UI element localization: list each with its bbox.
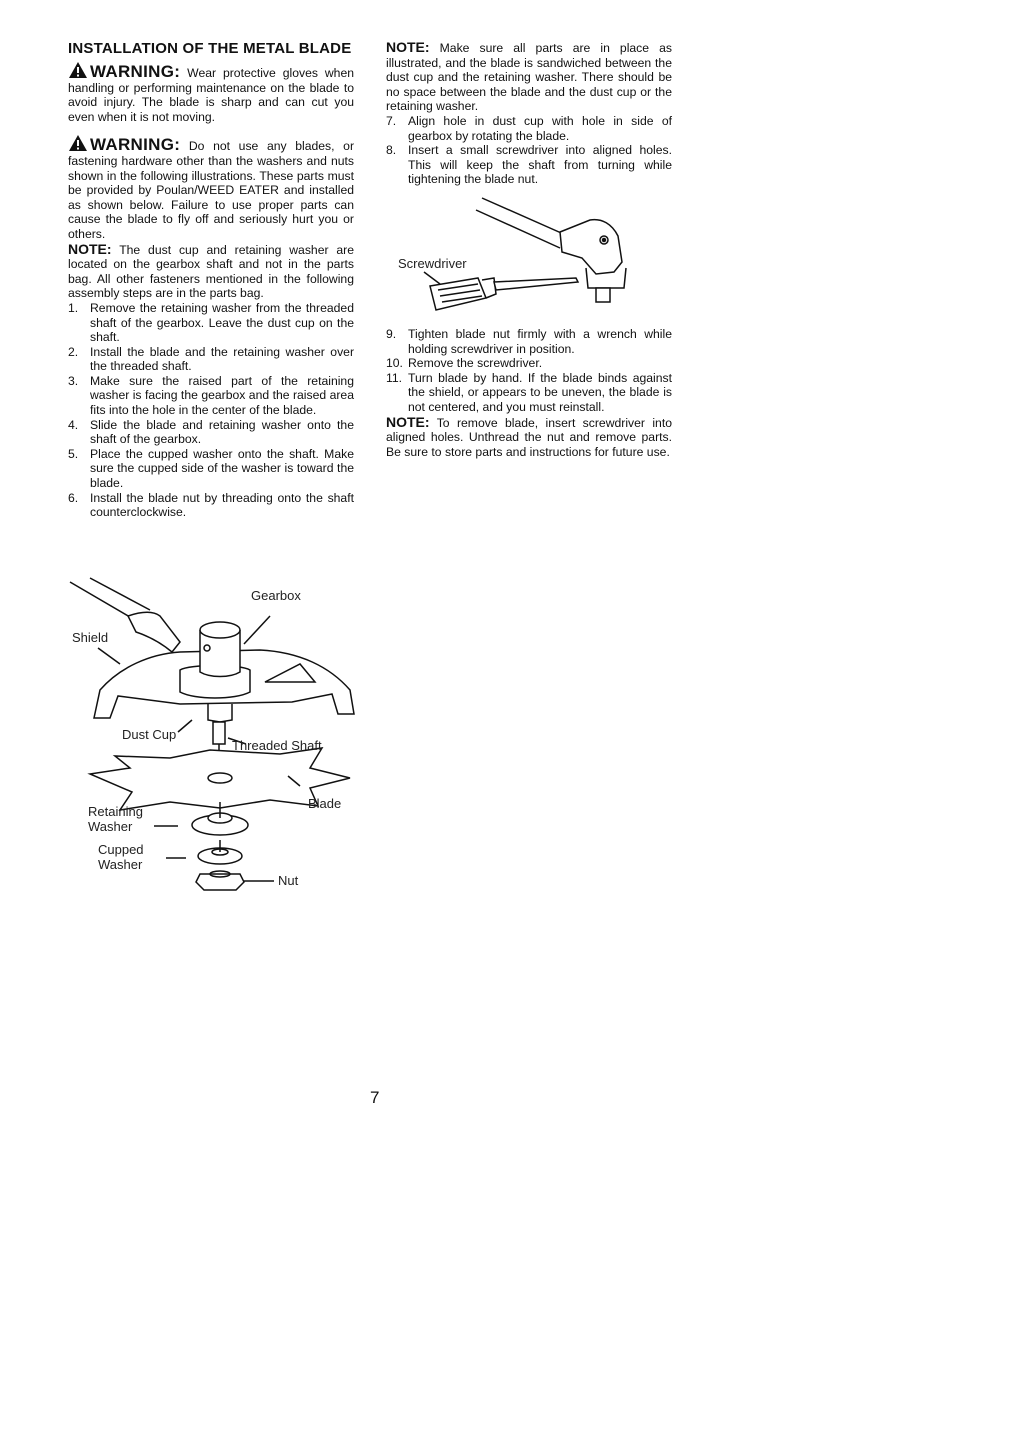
step-number: 5. xyxy=(68,446,79,461)
step-text: Tighten blade nut firmly with a wrench while holding screwdriver in position. xyxy=(408,326,672,356)
step-text: Remove the screwdriver. xyxy=(408,356,543,371)
step-number: 6. xyxy=(68,490,79,505)
note-text: Make sure all parts are in place as illustrated, and the blade is sandwiched between the dust cup and the retaining washer. There should be no space between the blade and the dust cup or the retaining washer. xyxy=(386,41,672,114)
list-item xyxy=(68,301,354,345)
note-text: To remove blade, insert screwdriver into aligned holes. Unthread the nut and remove parts. Be sure to store parts and instructions for future use. xyxy=(386,415,672,459)
gearbox-label: Gearbox xyxy=(251,588,301,603)
step-number: 2. xyxy=(68,344,79,359)
step-text: Insert a small screwdriver into aligned holes. This will keep the shaft from turning while tightening the blade nut. xyxy=(408,143,672,187)
steps-list-9-11 xyxy=(386,327,672,415)
note-label: NOTE: xyxy=(386,413,430,430)
note-remove-blade xyxy=(386,415,672,460)
list-item xyxy=(68,447,354,491)
threaded-shaft-label: Threaded Shaft xyxy=(232,738,322,753)
list-item xyxy=(386,114,672,143)
section-heading: INSTALLATION OF THE METAL BLADE xyxy=(68,40,352,57)
note-label: NOTE: xyxy=(68,240,112,257)
warning-triangle-icon xyxy=(68,134,88,152)
note-label: NOTE: xyxy=(386,39,430,55)
warning-gloves xyxy=(68,61,354,124)
step-number: 7. xyxy=(386,113,397,128)
step-number: 1. xyxy=(68,300,79,315)
step-number: 9. xyxy=(386,326,397,341)
cupped-washer-label-line2: Washer xyxy=(98,857,143,872)
note-text: The dust cup and retaining washer are located on the gearbox shaft and not in the parts bag. All other fasteners mentioned in the following assembly steps are in the parts bag. xyxy=(68,242,354,301)
step-text: Slide the blade and retaining washer onto the shaft of the gearbox. xyxy=(90,417,354,447)
note-dust-cup xyxy=(68,242,354,301)
steps-list-1-6 xyxy=(68,301,354,520)
step-text: Install the blade and the retaining washer over the threaded shaft. xyxy=(90,344,354,374)
note-sandwiched xyxy=(386,40,672,114)
list-item xyxy=(386,327,672,356)
step-text: Make sure the raised part of the retaining washer is facing the gearbox and the raised area fits into the hole in the center of the blade. xyxy=(90,373,354,418)
dust-cup-label: Dust Cup xyxy=(122,727,177,742)
warning-triangle-icon xyxy=(68,61,88,79)
step-number: 8. xyxy=(386,143,397,158)
step-text: Align hole in dust cup with hole in side of gearbox by rotating the blade. xyxy=(408,113,672,143)
step-number: 3. xyxy=(68,373,79,388)
step-number: 11. xyxy=(386,370,403,385)
blade-label: Blade xyxy=(308,796,342,811)
step-text: Remove the retaining washer from the threaded shaft of the gearbox. Leave the dust cup on the shaft. xyxy=(90,300,354,345)
blade-assembly-figure xyxy=(60,572,380,902)
warning-text: Wear protective gloves when handling or performing maintenance on the blade to avoid injury. The blade is sharp and can cut you even when it is not moving. xyxy=(68,66,354,124)
step-number: 10. xyxy=(386,356,403,371)
step-text: Place the cupped washer onto the shaft. Make sure the cupped side of the washer is toward the blade. xyxy=(90,446,354,491)
step-text: Turn blade by hand. If the blade binds against the shield, or appears to be uneven, the blade is not centered, and you must reinstall. xyxy=(408,370,672,414)
list-item xyxy=(68,345,354,374)
retaining-washer-label-line1: Retaining xyxy=(88,804,143,819)
list-item xyxy=(68,491,354,520)
nut-label: Nut xyxy=(278,873,299,888)
cupped-washer-label-line1: Cupped xyxy=(98,842,144,857)
shield-label: Shield xyxy=(72,630,109,645)
list-item xyxy=(386,356,672,371)
left-column xyxy=(68,40,354,520)
warning-parts xyxy=(68,134,354,241)
step-number: 4. xyxy=(68,417,79,432)
retaining-washer-label-line2: Washer xyxy=(88,819,133,834)
list-item xyxy=(386,371,672,415)
page-number: 7 xyxy=(370,1088,380,1107)
warning-text: Do not use any blades, or fastening hardware other than the washers and nuts shown in the following illustrations. These parts must be provided by Poulan/WEED EATER and installed as shown below. Failure to use proper parts can cause the blade to fly off and seriously hurt you or others. xyxy=(68,139,355,241)
step-text: Install the blade nut by threading onto the shaft counterclockwise. xyxy=(90,490,354,520)
screwdriver-figure xyxy=(390,192,670,328)
steps-list-7-8 xyxy=(386,114,672,187)
warning-label: WARNING: xyxy=(90,62,181,81)
screwdriver-label: Screwdriver xyxy=(398,256,467,271)
list-item xyxy=(68,418,354,447)
list-item xyxy=(68,374,354,418)
warning-label: WARNING: xyxy=(90,135,181,155)
list-item xyxy=(386,143,672,187)
